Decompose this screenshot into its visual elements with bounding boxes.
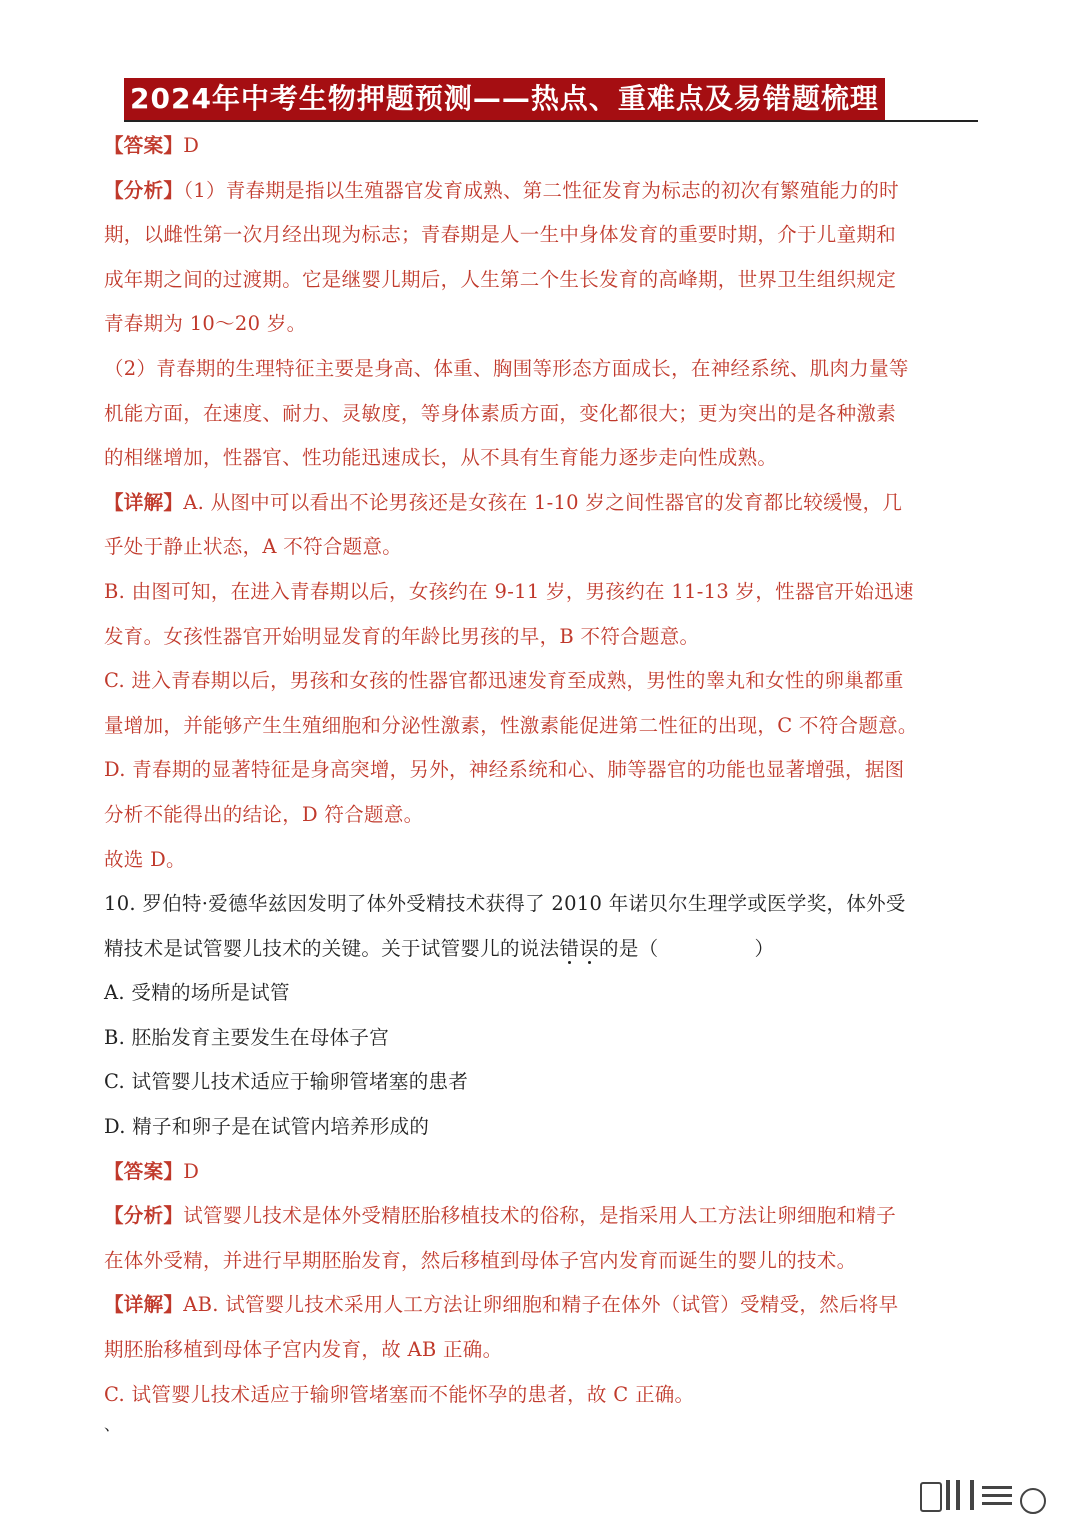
detail-text: 分析不能得出的结论，D 符合题意。 <box>104 802 424 826</box>
option-b: B. 胚胎发育主要发生在母体子宫 <box>104 1025 390 1049</box>
answer-value: D <box>183 134 200 157</box>
analysis-tag: 【分析】 <box>104 178 184 202</box>
option-d: D. 精子和卵子是在试管内培养形成的 <box>104 1115 430 1139</box>
emphasis-char: 误 <box>579 936 600 960</box>
q9-detail-line <box>104 481 980 526</box>
page-title: 2024年中考生物押题预测——热点、重难点及易错题梳理 <box>124 78 885 120</box>
analysis-text: （1）青春期是指以生殖器官发育成熟、第二性征发育为标志的初次有繁殖能力的时 <box>183 178 899 202</box>
detail-text: AB. 试管婴儿技术采用人工方法让卵细胞和精子在体外（试管）受精受，然后将早 <box>183 1293 899 1317</box>
analysis-text: 青春期为 10～20 岁。 <box>104 312 307 336</box>
detail-text: A. 从图中可以看出不论男孩还是女孩在 1-10 岁之间性器官的发育都比较缓慢，几 <box>183 490 903 514</box>
answer-value: D <box>183 1159 200 1183</box>
detail-text: 量增加，并能够产生生殖细胞和分泌性激素，性激素能促进第二性征的出现，C 不符合题意。 <box>104 713 918 737</box>
conclusion-text: 故选 D。 <box>104 847 186 871</box>
q9-analysis-line <box>104 169 980 214</box>
analysis-text: 试管婴儿技术是体外受精胚胎移植技术的俗称，是指采用人工方法让卵细胞和精子 <box>183 1204 897 1228</box>
analysis-text: 成年期之间的过渡期。它是继婴儿期后，人生第二个生长发育的高峰期，世界卫生组织规定 <box>104 267 897 291</box>
q10-stem-continued <box>104 927 980 972</box>
detail-text: B. 由图可知，在进入青春期以后，女孩约在 9-11 岁，男孩约在 11-13 岁，性器官开始迅速 <box>104 579 914 603</box>
q10-detail-line <box>104 1283 980 1328</box>
detail-text: 期胚胎移植到母体子宫内发育，故 AB 正确。 <box>104 1338 503 1362</box>
detail-text: C. 进入青春期以后，男孩和女孩的性器官都迅速发育至成熟，男性的睾丸和女性的卵巢都重 <box>104 669 904 693</box>
detail-text: D. 青春期的显著特征是身高突增，另外，神经系统和心、肺等器官的功能也显著增强，据图 <box>104 758 905 782</box>
stem-text: 的是（ <box>599 936 659 960</box>
header-rule <box>124 120 978 122</box>
option-a: A. 受精的场所是试管 <box>104 981 290 1005</box>
stray-mark: 、 <box>104 1415 121 1434</box>
analysis-text: 期，以雌性第一次月经出现为标志；青春期是人一生中身体发育的重要时期，介于儿童期和 <box>104 223 897 247</box>
detail-text: 乎处于静止状态，A 不符合题意。 <box>104 535 403 559</box>
detail-text: C. 试管婴儿技术适应于输卵管堵塞而不能怀孕的患者，故 C 正确。 <box>104 1382 695 1406</box>
analysis-text: 在体外受精，并进行早期胚胎发育，然后移植到母体子宫内发育而诞生的婴儿的技术。 <box>104 1248 857 1272</box>
stem-text: ） <box>754 936 775 960</box>
option-c: C. 试管婴儿技术适应于输卵管堵塞的患者 <box>104 1070 469 1094</box>
analysis-text: （2）青春期的生理特征主要是身高、体重、胸围等形态方面成长，在神经系统、肌肉力量等 <box>104 356 909 380</box>
q10-stem: 10. 罗伯特·爱德华兹因发明了体外受精技术获得了 2010 年诺贝尔生理学或医学奖，体外受 <box>104 892 906 916</box>
emphasis-char: 错 <box>559 936 580 960</box>
q9-answer-line <box>104 124 980 169</box>
q10-answer-line <box>104 1150 980 1195</box>
document-body <box>104 124 980 1417</box>
page-header <box>124 78 978 122</box>
stem-text: 精技术是试管婴儿技术的关键。关于试管婴儿的说法 <box>104 936 560 960</box>
q10-analysis-line <box>104 1194 980 1239</box>
analysis-text: 机能方面，在速度、耐力、灵敏度，等身体素质方面，变化都很大；更为突出的是各种激素 <box>104 401 897 425</box>
detail-text: 发育。女孩性器官开始明显发育的年龄比男孩的早，B 不符合题意。 <box>104 624 700 648</box>
detail-tag: 【详解】 <box>104 490 184 514</box>
answer-tag: 【答案】 <box>104 1159 184 1183</box>
detail-tag: 【详解】 <box>104 1293 184 1317</box>
analysis-tag: 【分析】 <box>104 1204 184 1228</box>
answer-tag: 【答案】 <box>104 134 184 157</box>
analysis-text: 的相继增加，性器官、性功能迅速成长，从不具有生育能力逐步走向性成熟。 <box>104 446 778 470</box>
watermark-logo <box>920 1476 1060 1516</box>
